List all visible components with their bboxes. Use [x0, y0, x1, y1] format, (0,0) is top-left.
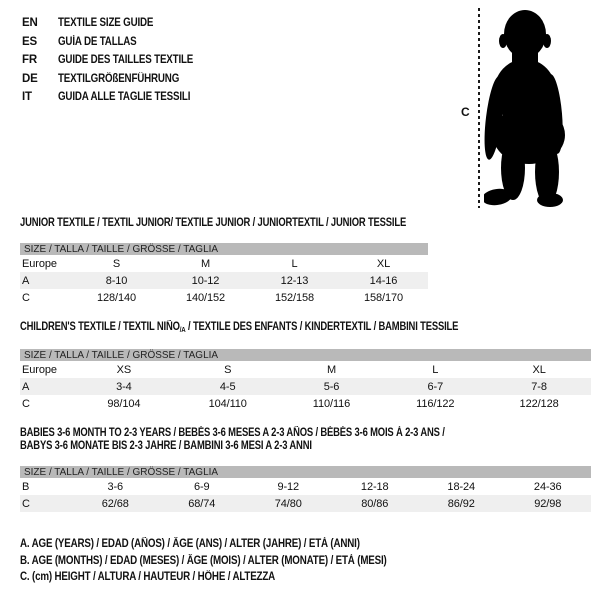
table-cell: 14-16: [369, 274, 398, 287]
notes: [20, 536, 451, 586]
table-cell: 6-7: [427, 380, 444, 393]
table-cell: 5-6: [323, 380, 340, 393]
table-cell: 12-18: [360, 480, 389, 493]
size-header-label: SIZE / TALLA / TAILLE / GRÖSSE / TAGLIA: [24, 349, 219, 361]
language-code: FR: [22, 54, 37, 67]
table-title-segment: CHILDREN'S TEXTILE / TEXTIL NIÑO: [20, 321, 180, 333]
table-row: [20, 361, 591, 378]
language-label: GUIDA ALLE TAGLIE TESSILI: [58, 91, 191, 104]
table-cell: 116/122: [416, 397, 455, 410]
table-cell: 10-12: [191, 274, 220, 287]
size-table-babies: [20, 427, 591, 512]
table-cell: 104/110: [208, 397, 247, 410]
table-cell: 3-6: [107, 480, 124, 493]
table-cell: L: [432, 363, 439, 376]
table-cell: 68/74: [188, 497, 216, 510]
table-cell: S: [224, 363, 232, 376]
table-row: [20, 495, 591, 512]
language-row: [22, 70, 217, 89]
table-cell: M: [200, 257, 211, 270]
row-label: C: [22, 397, 30, 410]
table-cell: L: [291, 257, 298, 270]
language-row: [22, 88, 217, 107]
row-label: B: [22, 480, 30, 493]
note-line: [20, 553, 451, 570]
table-title-segment: BABIES 3-6 MONTH TO 2-3 YEARS / BEBÉS 3-6 MESES A 2-3 AÑOS / BÉBÉS 3-6 MOIS À 2-3 ANS /: [20, 427, 445, 439]
table-cell: 9-12: [277, 480, 300, 493]
size-table-junior: [20, 217, 428, 306]
table-cell: S: [112, 257, 121, 270]
table-title-segment: BABYS 3-6 MONATE BIS 2-3 JAHRE / BAMBINI 3-6 MESI A 2-3 ANNI: [20, 440, 312, 452]
table-cell: 7-8: [531, 380, 547, 393]
language-list: [22, 14, 217, 107]
table-cell: 62/68: [101, 497, 129, 510]
table-cell: 74/80: [274, 497, 302, 510]
row-label: A: [22, 380, 30, 393]
note-text: B. AGE (MONTHS) / EDAD (MESES) / ÂGE (MOIS) / ALTER (MONATE) / ETÀ (MESI): [20, 554, 387, 567]
table-row: [20, 478, 591, 495]
size-header-bar: [20, 243, 428, 255]
note-text: C. (cm) HEIGHT / ALTURA / HAUTEUR / HÖHE / ALTEZZA: [20, 571, 276, 583]
note-text: A. AGE (YEARS) / EDAD (AÑOS) / ÂGE (ANS) / ALTER (JAHRE) / ETÀ (ANNI): [20, 538, 360, 550]
size-table-children: [20, 321, 591, 412]
table-row: [20, 289, 428, 306]
language-code: ES: [22, 35, 37, 48]
table-cell: 6-9: [193, 480, 210, 493]
language-row: [22, 33, 217, 52]
table-row: [20, 272, 428, 289]
language-code: DE: [22, 72, 38, 85]
baby-silhouette-icon: [484, 8, 584, 208]
row-label: A: [22, 274, 30, 287]
table-cell: 86/92: [447, 497, 475, 510]
row-label: C: [22, 497, 30, 510]
table-title-segment: / TEXTILE DES ENFANTS / KINDERTEXTIL / BAMBINI TESSILE: [185, 321, 459, 333]
table-cell: 98/104: [107, 397, 141, 410]
row-label: Europe: [22, 257, 57, 270]
language-label: GUÍA DE TALLAS: [58, 35, 137, 48]
table-cell: 3-4: [116, 380, 132, 393]
table-row: [20, 378, 591, 395]
height-marker-label: C: [461, 105, 470, 119]
language-row: [22, 14, 217, 33]
language-code: IT: [22, 91, 32, 104]
table-cell: M: [326, 363, 337, 376]
table-cell: 8-10: [105, 274, 128, 287]
language-row: [22, 51, 217, 70]
table-title-segment: /A: [179, 325, 186, 334]
table-cell: 122/128: [519, 397, 559, 410]
table-row: [20, 395, 591, 412]
table-cell: 140/152: [185, 291, 226, 304]
table-cell: 18-24: [447, 480, 476, 493]
size-header-bar: [20, 466, 591, 478]
size-header-label: SIZE / TALLA / TAILLE / GRÖSSE / TAGLIA: [24, 466, 219, 478]
table-cell: 152/158: [274, 291, 315, 304]
row-label: C: [22, 291, 30, 304]
height-dashed-line: [478, 8, 480, 208]
language-label: TEXTILGRÖßENFÜHRUNG: [58, 72, 180, 85]
table-title-line: [20, 321, 488, 336]
row-label: Europe: [22, 363, 57, 376]
language-code: EN: [22, 17, 38, 30]
table-cell: XS: [116, 363, 132, 376]
table-cell: 12-13: [280, 274, 309, 287]
table-cell: 110/116: [312, 397, 351, 410]
table-cell: XL: [532, 363, 546, 376]
table-cell: 80/86: [361, 497, 389, 510]
table-title-line: [20, 440, 488, 453]
language-label: TEXTILE SIZE GUIDE: [58, 17, 154, 30]
table-cell: 158/170: [363, 291, 404, 304]
table-cell: 92/98: [534, 497, 562, 510]
note-line: [20, 536, 451, 553]
language-label: GUIDE DES TAILLES TEXTILE: [58, 54, 194, 67]
size-header-bar: [20, 349, 591, 361]
table-cell: 4-5: [219, 380, 236, 393]
table-cell: 128/140: [96, 291, 137, 304]
table-row: [20, 255, 428, 272]
table-title-line: [20, 427, 488, 440]
size-header-label: SIZE / TALLA / TAILLE / GRÖSSE / TAGLIA: [24, 243, 219, 255]
note-line: [20, 569, 451, 586]
table-title-line: [20, 217, 407, 230]
table-title-segment: JUNIOR TEXTILE / TEXTIL JUNIOR/ TEXTILE JUNIOR / JUNIORTEXTIL / JUNIOR TESSILE: [20, 217, 407, 229]
table-cell: 24-36: [533, 480, 562, 493]
table-cell: XL: [376, 257, 391, 270]
